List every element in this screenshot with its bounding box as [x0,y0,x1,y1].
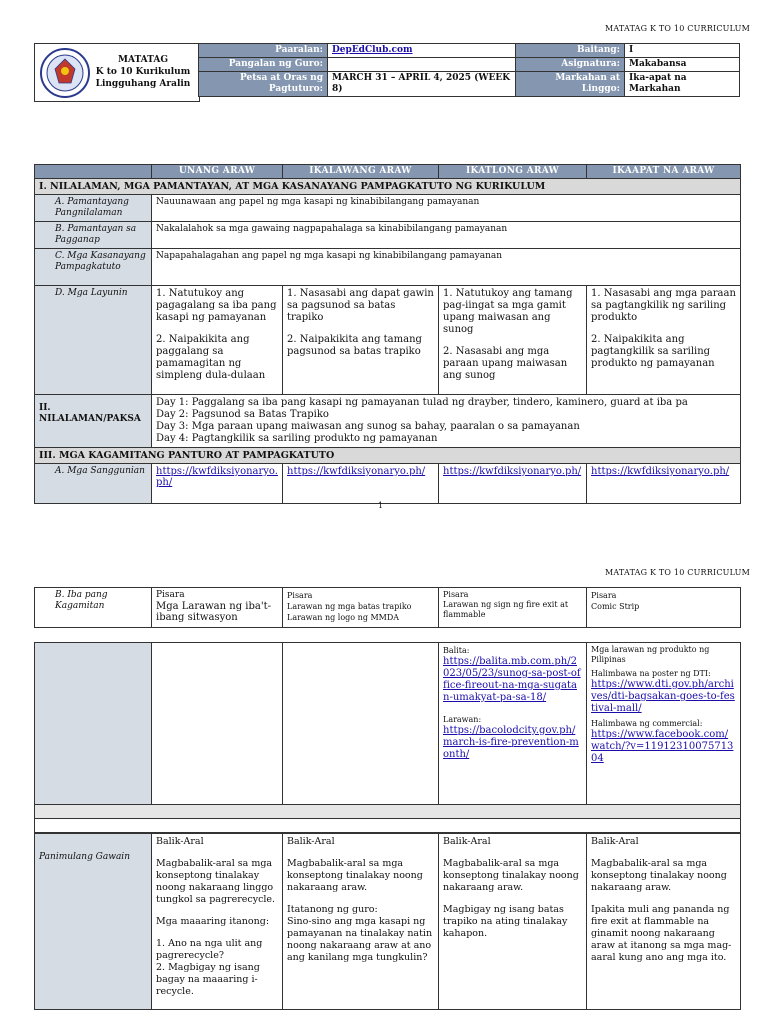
deped-seal-icon [39,47,91,99]
sanggunian-day-2[interactable] [283,464,439,504]
guro-value [328,58,516,72]
lesson-table-page1 [34,164,741,504]
layunin-day-1: 1. Natutukoy ang pagagalang sa iba pang kasapi ng pamayanan 2. Naipakikita ang paggalang sa pamamagitan ng simpleng dula-dulaan [152,286,283,395]
panimula-table [34,833,741,1010]
iba-day-4: Pisara Comic Strip [587,588,741,628]
row-b-text: Nakalalahok sa mga gawaing nagpapahalaga sa kinabibilangang pamayanan [152,222,741,249]
curriculum-label-page2: MATATAG K TO 10 CURRICULUM [605,568,751,577]
row-c-text: Napapahalagahan ang papel ng mga kasapi ng kinabibilangang pamayanan [152,249,741,286]
paksa-list [152,395,741,448]
iba-day-3: Pisara Larawan ng sign ng fire exit at flammable [439,588,587,628]
title-line-3: Lingguhang Aralin [95,79,191,89]
sanggunian-day-4[interactable] [587,464,741,504]
guro-label: Pangalan ng Guro: [199,58,328,72]
sanggunian-link-3[interactable]: https://kwfdiksiyonaryo.ph/ [443,466,582,477]
row-b-label: B. Pamantayan sa Pagganap [35,222,152,249]
sanggunian-link-1[interactable]: https://kwfdiksiyonaryo.ph/ [156,466,278,488]
layunin-day-3: 1. Natutukoy ang tamang pag-iingat sa mga gamit upang maiwasan ang sunog 2. Nasasabi ang mga paraan upang maiwasan ang sunog [439,286,587,395]
panimula-day-2: Balik-Aral Magbabalik-aral sa mga konseptong tinalakay noong nakaraang araw. Itatanong ng guro: Sino-sino ang mga kasapi ng pamayanan na tinalakay natin noong nakaraang araw at ano ang kanilang mga tungkulin? [283,834,439,1010]
commercial-link[interactable]: https://www.facebook.com/watch/?v=1191231007571304 [591,729,734,764]
day-header-1: UNANG ARAW [152,165,283,179]
petsa-label: Petsa at Oras ng Pagtuturo: [199,72,328,97]
panimula-label: Panimulang Gawain [35,834,152,1010]
iba-day-1: Pisara Mga Larawan ng iba't-ibang sitwasyon [152,588,283,628]
panimula-day-1: Balik-Aral Magbabalik-aral sa mga konseptong tinalakay noong nakaraang linggo tungkol sa pagrerecycle. Mga maaaring itanong: 1. Ano na nga ulit ang pagrerecycle? 2. Magbigay ng isang bagay na maaaring i-recycle. [152,834,283,1010]
section-2-label: II. NILALAMAN/PAKSA [35,395,152,448]
links-row-label [35,643,152,805]
links-day-3: Balita: https://balita.mb.com.ph/2023/05/23/sunog-sa-post-office-fireout-na-mga-sugatan-umakyat-pa-sa-18/ Larawan: https://bacolodcity.gov.ph/march-is-fire-prevention-month/ [439,643,587,805]
asignatura-label: Asignatura: [516,58,625,72]
iba-label: B. Iba pang Kagamitan [35,588,152,628]
section-1-heading: I. NILALAMAN, MGA PAMANTAYAN, AT MGA KASANAYANG PAMPAGKATUTO NG KURIKULUM [35,179,741,195]
row-a-label: A. Pamantayang Pangnilalaman [35,195,152,222]
paaralan-value[interactable] [328,44,516,58]
petsa-value: MARCH 31 – APRIL 4, 2025 (WEEK 8) [328,72,516,97]
day-header-2: IKALAWANG ARAW [283,165,439,179]
sanggunian-link-4[interactable]: https://kwfdiksiyonaryo.ph/ [591,466,730,477]
larawan-link[interactable]: https://bacolodcity.gov.ph/march-is-fire-prevention-month/ [443,725,579,760]
dti-poster-link[interactable]: https://www.dti.gov.ph/archives/dti-bagsakan-goes-to-festival-mall/ [591,679,735,714]
sanggunian-day-3[interactable] [439,464,587,504]
baitang-label: Baitang: [516,44,625,58]
balita-link[interactable]: https://balita.mb.com.ph/2023/05/23/sunog-sa-post-office-fireout-na-mga-sugatan-umakyat-pa-sa-18/ [443,656,581,703]
iba-kagamitan-table [34,587,741,628]
day-header-4: IKAAPAT NA ARAW [587,165,741,179]
section-3-heading: III. MGA KAGAMITANG PANTURO AT PAMPAGKATUTO [35,448,741,464]
row-c-label: C. Mga Kasanayang Pampagkatuto [35,249,152,286]
paaralan-label: Paaralan: [199,44,328,58]
paaralan-link[interactable]: DepEdClub.com [332,45,413,55]
paksa-day-1: Day 1: Paggalang sa iba pang kasapi ng pamayanan tulad ng drayber, tindero, kaminero, guard at iba pa [156,397,688,408]
links-day-4: Mga larawan ng produkto ng Pilipinas Halimbawa na poster ng DTI: https://www.dti.gov.ph/archives/dti-bagsakan-goes-to-festival-mall/ Halimbawa ng commercial: https://www.facebook.com/watch/?v=1191231007571304 [587,643,741,805]
asignatura-value: Makabansa [625,58,740,72]
links-table [34,642,741,833]
title-line-2: K to 10 Kurikulum [95,67,191,77]
paksa-day-2: Day 2: Pagsunod sa Batas Trapiko [156,409,329,420]
day-header-3: IKATLONG ARAW [439,165,587,179]
page-number: 1 [378,501,384,510]
title-box [34,43,200,102]
row-d-label: D. Mga Layunin [35,286,152,395]
paksa-day-4: Day 4: Pagtangkilik sa sariling produkto ng pamayanan [156,433,438,444]
panimula-day-4: Balik-Aral Magbabalik-aral sa mga konseptong tinalakay noong nakaraang araw. Ipakita muli ang pananda ng fire exit at flammable na ginamit noong nakaraang araw at itanong sa mga mag-aaral kung ano ang mga ito. [587,834,741,1010]
blank-grey-row [35,805,741,819]
paksa-day-3: Day 3: Mga paraan upang maiwasan ang sunog sa bahay, paaralan o sa pamayanan [156,421,580,432]
layunin-day-4: 1. Nasasabi ang mga paraan sa pagtangkilik ng sariling produkto 2. Naipakikita ang pagtangkilik sa sariling produkto ng pamayanan [587,286,741,395]
blank-row [35,819,741,833]
links-day-1 [152,643,283,805]
layunin-day-2: 1. Nasasabi ang dapat gawin sa pagsunod sa batas trapiko 2. Naipakikita ang tamang pagsunod sa batas trapiko [283,286,439,395]
corner-cell [35,165,152,179]
panimula-day-3: Balik-Aral Magbabalik-aral sa mga konseptong tinalakay noong nakaraang araw. Magbigay ng isang batas trapiko na ating tinalakay kahapon. [439,834,587,1010]
curriculum-label: MATATAG K TO 10 CURRICULUM [605,24,751,33]
sanggunian-label: A. Mga Sanggunian [35,464,152,504]
sanggunian-day-1[interactable] [152,464,283,504]
title-line-1: MATATAG [117,55,169,65]
links-day-2 [283,643,439,805]
row-a-text: Nauunawaan ang papel ng mga kasapi ng kinabibilangang pamayanan [152,195,741,222]
sanggunian-link-2[interactable]: https://kwfdiksiyonaryo.ph/ [287,466,426,477]
baitang-value: I [625,44,740,58]
markahan-value: Ika-apat na Markahan [625,72,740,97]
header-info-table [198,43,740,97]
markahan-label: Markahan at Linggo: [516,72,625,97]
iba-day-2: Pisara Larawan ng mga batas trapiko Larawan ng logo ng MMDA [283,588,439,628]
